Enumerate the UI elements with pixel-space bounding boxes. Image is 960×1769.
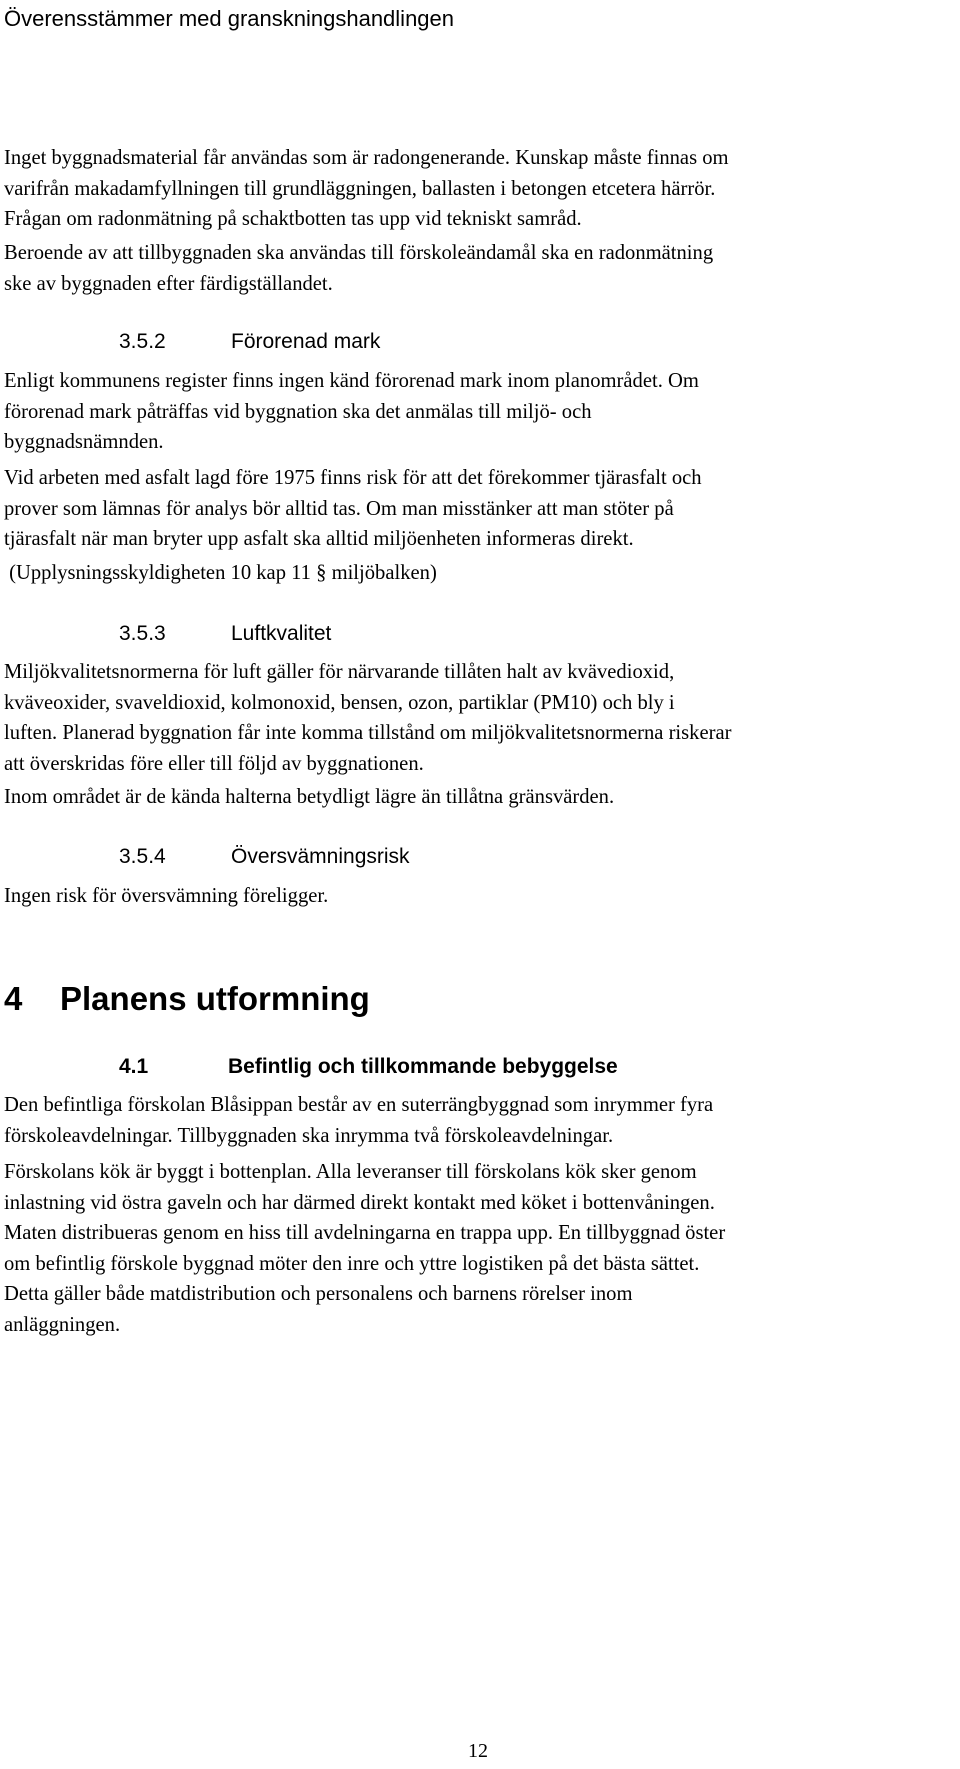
section-number: 3.5.4 [119, 845, 166, 868]
text-line: Vid arbeten med asfalt lagd före 1975 finns risk för att det förekommer tjärasfalt och [4, 467, 702, 489]
luft-paragraph-2: Inom området är de kända halterna betydligt lägre än tillåtna gränsvärden. [4, 786, 615, 808]
page-number: 12 [468, 1740, 488, 1762]
text-line: inlastning vid östra gaveln och har därmed direkt kontakt med köket i bottenvåningen. [4, 1191, 715, 1214]
section-title: Förorenad mark [231, 330, 381, 353]
section-number: 3.5.3 [119, 622, 166, 645]
text-line: prover som lämnas för analys bör alltid tas. Om man misstänker att man stöter på [4, 497, 674, 520]
section-title: Luftkvalitet [231, 622, 332, 645]
fororenad-paragraph-1 [4, 366, 944, 458]
luft-paragraph-1 [4, 657, 944, 779]
text-line: Enligt kommunens register finns ingen känd förorenad mark inom planområdet. Om [4, 370, 699, 392]
section-number: 3.5.2 [119, 330, 166, 353]
text-line: luften. Planerad byggnation får inte komma tillstånd om miljökvalitetsnormerna riskerar [4, 722, 732, 745]
text-line: anläggningen. [4, 1313, 121, 1336]
text-line: ske av byggnaden efter färdigställandet. [4, 272, 333, 295]
text-line: förskoleavdelningar. Tillbyggnaden ska inrymma två förskoleavdelningar. [4, 1124, 614, 1147]
text-line: Beroende av att tillbyggnaden ska användas till förskoleändamål ska en radonmätning [4, 242, 714, 264]
section-title: Befintlig och tillkommande bebyggelse [228, 1055, 618, 1078]
text-line: varifrån makadamfyllningen till grundläggningen, ballasten i betongen etcetera härrör. [4, 177, 716, 200]
text-line: Detta gäller både matdistribution och personalens och barnens rörelser inom [4, 1283, 633, 1306]
section-title: Översvämningsrisk [231, 845, 410, 868]
text-line: Maten distribueras genom en hiss till avdelningarna en trappa upp. En tillbyggnad öster [4, 1222, 726, 1245]
chapter-title: Planens utformning [60, 980, 370, 1017]
text-line: förorenad mark påträffas vid byggnation ska det anmälas till miljö- och [4, 400, 592, 423]
text-line: Inget byggnadsmaterial får användas som är radongenerande. Kunskap måste finnas om [4, 147, 729, 169]
bebyggelse-paragraph-2 [4, 1157, 944, 1341]
text-line: tjärasfalt när man bryter upp asfalt ska alltid miljöenheten informeras direkt. [4, 528, 634, 551]
radon-paragraph-2 [4, 238, 944, 299]
heading-3-5-4 [119, 843, 410, 871]
chapter-heading-4 [4, 979, 370, 1019]
text-line: Miljökvalitetsnormerna för luft gäller för närvarande tillåten halt av kvävedioxid, [4, 661, 675, 683]
text-line: om befintlig förskole byggnad möter den inre och yttre logistiken på det bästa sättet. [4, 1252, 700, 1275]
text-line: byggnadsnämnden. [4, 431, 164, 454]
text-line: Den befintliga förskolan Blåsippan består av en suterrängbyggnad som inrymmer fyra [4, 1094, 714, 1116]
heading-3-5-2 [119, 328, 380, 356]
page-header: Överensstämmer med granskningshandlingen [4, 6, 455, 31]
heading-4-1 [119, 1053, 618, 1081]
text-line: att överskridas före eller till följd av byggnationen. [4, 752, 424, 775]
oversvamning-paragraph: Ingen risk för översvämning föreligger. [4, 885, 329, 907]
fororenad-paragraph-2 [4, 463, 944, 555]
radon-paragraph-1 [4, 143, 944, 235]
heading-3-5-3 [119, 620, 331, 648]
chapter-number: 4 [4, 980, 23, 1017]
legal-reference: (Upplysningsskyldigheten 10 kap 11 § miljöbalken) [4, 562, 437, 584]
text-line: kväveoxider, svaveldioxid, kolmonoxid, bensen, ozon, partiklar (PM10) och bly i [4, 691, 675, 714]
section-number: 4.1 [119, 1055, 149, 1078]
bebyggelse-paragraph-1 [4, 1090, 944, 1151]
text-line: Förskolans kök är byggt i bottenplan. Alla leveranser till förskolans kök sker genom [4, 1161, 697, 1183]
text-line: Frågan om radonmätning på schaktbotten tas upp vid tekniskt samråd. [4, 208, 582, 231]
